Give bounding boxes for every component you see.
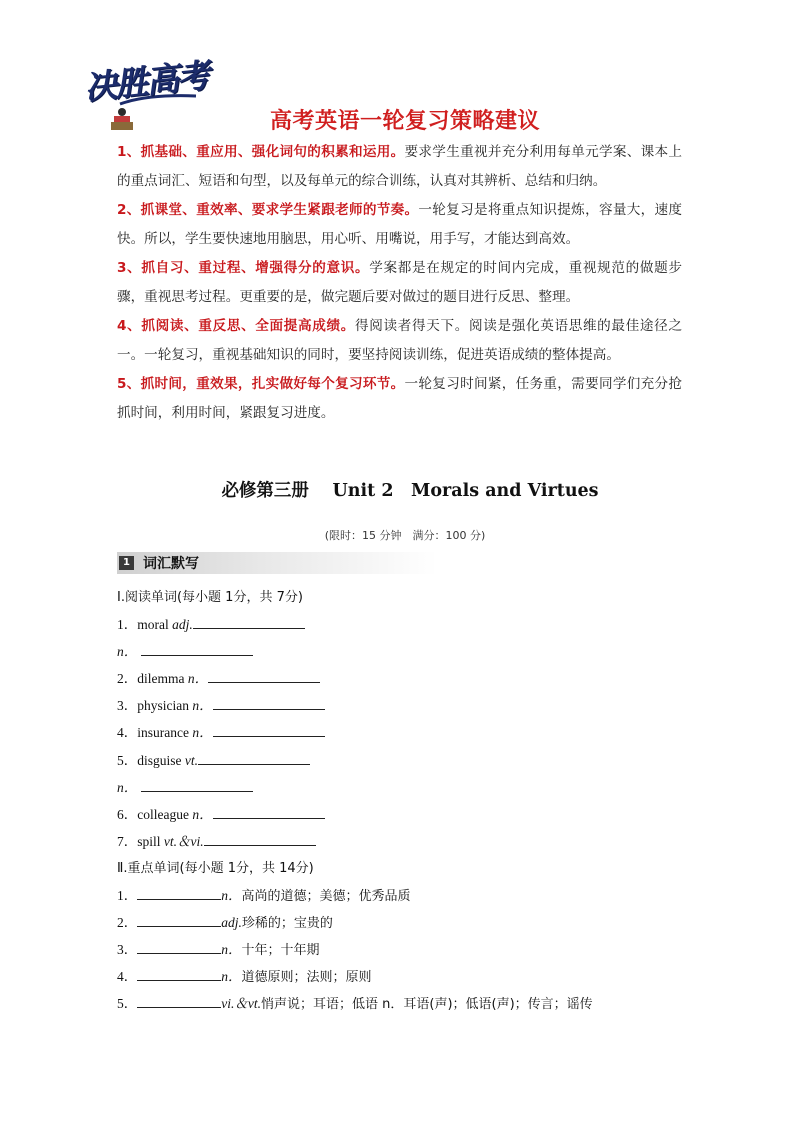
exercise-item xyxy=(117,882,677,909)
item-number: 3． xyxy=(117,698,138,714)
answer-blank[interactable] xyxy=(137,966,221,981)
item-number: 1． xyxy=(117,888,138,904)
item-pos: n． xyxy=(192,806,213,822)
item-pos: n． xyxy=(187,671,209,687)
exercise-item xyxy=(117,774,677,801)
item-pos: n． xyxy=(192,698,213,714)
tip-item xyxy=(117,254,682,312)
item-word: insurance xyxy=(137,725,193,741)
section-header xyxy=(117,552,437,574)
tip-item xyxy=(117,196,682,254)
exercise-item xyxy=(117,828,677,855)
answer-blank[interactable] xyxy=(204,831,316,846)
item-number: 6． xyxy=(117,806,138,822)
item-word: disguise xyxy=(137,752,185,768)
item-word: physician xyxy=(137,698,193,714)
tip-body: 得阅读者得天下。阅读是强化英语思维的最佳途径之一。一轮复习，重视基础知识的同时，要坚持阅读训练，促进英语成绩的整体提高。 xyxy=(117,318,682,363)
exercise-item xyxy=(117,665,677,692)
answer-blank[interactable] xyxy=(193,614,305,629)
answer-blank[interactable] xyxy=(208,668,320,683)
item-number: 4． xyxy=(117,725,138,741)
item-pos: vi.＆vt. xyxy=(221,996,261,1012)
item-meaning: 悄声说；耳语；低语 n．耳语(声)；低语(声)；传言；谣传 xyxy=(261,997,593,1013)
tip-item xyxy=(117,370,682,428)
answer-blank[interactable] xyxy=(137,993,221,1008)
item-meaning: 道德原则；法则；原则 xyxy=(241,970,372,986)
item-pos: n． xyxy=(117,644,138,660)
item-word: moral xyxy=(137,617,173,633)
answer-blank[interactable] xyxy=(137,912,221,927)
item-word: spill xyxy=(137,833,164,849)
answer-blank[interactable] xyxy=(198,750,310,765)
tip-body: 一轮复习是将重点知识提炼，容量大，速度快。所以，学生要快速地用脑思，用心听、用嘴说，用手写，才能达到高效。 xyxy=(117,202,682,247)
exercise-item xyxy=(117,638,677,665)
answer-blank[interactable] xyxy=(213,722,325,737)
tip-highlight: 1、抓基础、重应用、强化词句的积累和运用。 xyxy=(117,144,405,160)
exercise-item xyxy=(117,963,677,990)
item-pos: n． xyxy=(221,942,242,958)
item-number: 4． xyxy=(117,969,138,985)
item-pos: vt. xyxy=(184,752,199,768)
item-word: colleague xyxy=(137,806,193,822)
tip-body: 学案都是在规定的时间内完成，重视规范的做题步骤，重视思考过程。更重要的是，做完题后要对做过的题目进行反思、整理。 xyxy=(117,260,682,305)
item-number: 2． xyxy=(117,671,138,687)
item-meaning: 高尚的道德；美德；优秀品质 xyxy=(241,889,411,905)
item-number: 5． xyxy=(117,996,138,1012)
tip-highlight: 5、抓时间，重效果，扎实做好每个复习环节。 xyxy=(117,376,405,392)
item-number: 2． xyxy=(117,915,138,931)
tip-item xyxy=(117,138,682,196)
tip-body: 要求学生重视并充分利用每单元学案、课本上的重点词汇、短语和句型，以及每单元的综合训练，认真对其辨析、总结和归纳。 xyxy=(117,144,683,189)
item-number: 7． xyxy=(117,833,138,849)
time-limit-note: (限时：15 分钟 满分：100 分) xyxy=(324,529,486,542)
part-heading: Ⅰ.阅读单词(每小题 1分，共 7分) xyxy=(117,590,303,605)
item-pos: n． xyxy=(192,725,213,741)
exercise-item xyxy=(117,936,677,963)
answer-blank[interactable] xyxy=(141,641,253,656)
strategy-tips xyxy=(117,138,682,428)
item-pos: adj. xyxy=(172,617,193,633)
answer-blank[interactable] xyxy=(213,695,325,710)
item-word: dilemma xyxy=(137,671,188,687)
answer-blank[interactable] xyxy=(213,804,325,819)
tip-item xyxy=(117,312,682,370)
exercise-item xyxy=(117,747,677,774)
exercise-item xyxy=(117,719,677,746)
tip-highlight: 4、抓阅读、重反思、全面提高成绩。 xyxy=(117,318,356,334)
tip-highlight: 2、抓课堂、重效率、要求学生紧跟老师的节奏。 xyxy=(117,202,419,218)
page-title: 高考英语一轮复习策略建议 xyxy=(269,109,540,134)
section-number-icon: 1 xyxy=(119,556,134,570)
tip-highlight: 3、抓自习、重过程、增强得分的意识。 xyxy=(117,260,370,276)
item-number: 1． xyxy=(117,617,138,633)
answer-blank[interactable] xyxy=(137,939,221,954)
answer-blank[interactable] xyxy=(141,777,253,792)
exercise-item xyxy=(117,990,677,1017)
exercise-item xyxy=(117,909,677,936)
vocabulary-exercise xyxy=(117,584,677,1018)
exercise-item xyxy=(117,611,677,638)
item-pos: adj. xyxy=(221,915,242,931)
item-pos: vt.＆vi. xyxy=(163,833,204,849)
part-heading: Ⅱ.重点单词(每小题 1分，共 14分) xyxy=(117,860,314,876)
unit-title: 必修第三册 Unit 2 Morals and Virtues xyxy=(221,481,599,501)
item-pos: n． xyxy=(221,969,242,985)
exercise-item xyxy=(117,801,677,828)
item-pos: n． xyxy=(117,779,138,795)
item-number: 3． xyxy=(117,942,138,958)
item-meaning: 十年；十年期 xyxy=(241,943,320,959)
item-meaning: 珍稀的；宝贵的 xyxy=(241,916,333,932)
logo-text: 决胜高考 xyxy=(82,55,210,108)
answer-blank[interactable] xyxy=(137,885,221,900)
tip-body: 一轮复习时间紧，任务重，需要同学们充分抢抓时间，利用时间，紧跟复习进度。 xyxy=(117,376,683,421)
item-number: 5． xyxy=(117,752,138,768)
item-pos: n． xyxy=(221,888,242,904)
exercise-item xyxy=(117,692,677,719)
section-label: 词汇默写 xyxy=(143,556,199,572)
